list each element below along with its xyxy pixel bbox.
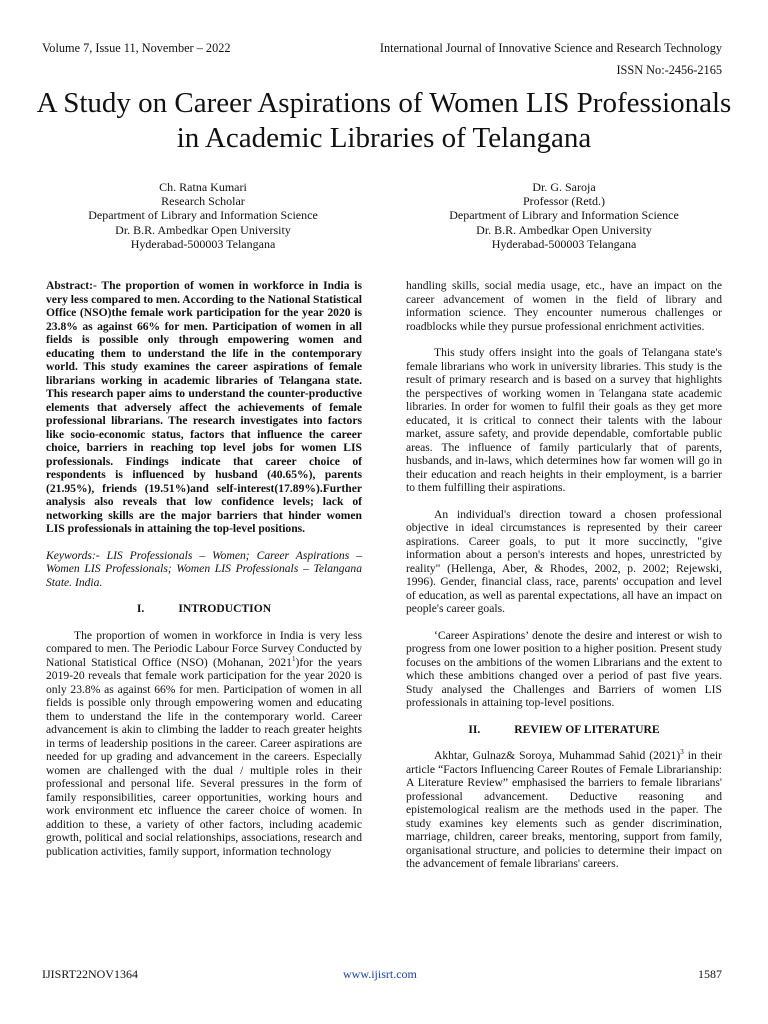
review-text: in their article “Factors Influencing Career Routes of Female Librarianship: A Literature Review” emphasised the barriers to female librarians' professional advancement. Deductive reasoning and epistemological realism are the methods used in the paper. The study examines key elements such as gender discrimination, marriage, children, career breaks, mentoring, support from family, organisational structure, and policies to determine their impact on the advancement of female librarians' careers. bbox=[406, 749, 723, 870]
author-role: Professor (Retd.) bbox=[523, 194, 605, 209]
citation-marker: 1 bbox=[291, 654, 296, 663]
paper-title: A Study on Career Aspirations of Women LIS Professionals in Academic Libraries of Telangana bbox=[36, 87, 732, 154]
body-paragraph: An individual's direction toward a chosen professional objective in ideal circumstances is represented by their career aspirations. Career goals, to put it more succinctly, "give information about a person's interests and hopes, unrestricted by reality" (Hellenga, Aber, & Rhodes, 2002, p. 2002; Rejewski, 1996). Gender, financial class, race, parents' occupation and level of education, as well as parental expectations, all have an impact on people's career goals. bbox=[406, 507, 722, 615]
right-column bbox=[406, 279, 722, 871]
author-dept: Department of Library and Information Science bbox=[449, 208, 679, 223]
section-number: II. bbox=[468, 722, 481, 736]
journal-name: International Journal of Innovative Science and Research Technology bbox=[379, 41, 722, 55]
section-heading-introduction bbox=[46, 602, 362, 616]
author-univ: Dr. B.R. Ambedkar Open University bbox=[115, 222, 291, 237]
author-name: Ch. Ratna Kumari bbox=[159, 180, 247, 194]
citation-marker: 3 bbox=[680, 748, 684, 757]
review-text: Akhtar, Gulnaz& Soroya, Muhammad Sahid (2021) bbox=[434, 749, 681, 762]
body-paragraph: This study offers insight into the goals of Telangana state's female librarians who work in university libraries. This study is the result of primary research and is based on a survey that highlights the perspectives of working women in Telangana state academic libraries. In order for women to fulfil their goals as they get more educated, it is critical to connect their talents with the labour market, assure safety, and provide dependable, comfortable public areas. The influence of family particularly that of parents, husbands, and in-laws, which determines how far women will go in their education and reach heights in their employment, is a barrier to them fulfilling their aspirations. bbox=[406, 346, 722, 494]
author-univ: Dr. B.R. Ambedkar Open University bbox=[476, 222, 652, 237]
section-number: I. bbox=[136, 602, 145, 615]
author-name: Dr. G. Saroja bbox=[532, 180, 596, 194]
left-column bbox=[46, 279, 362, 858]
intro-text: The proportion of women in workforce in India is very less compared to men. The Periodic Labour Force Survey Conducted by National Statistical Office (NSO) (Mohanan, 2021 bbox=[46, 628, 362, 669]
author-dept: Department of Library and Information Science bbox=[88, 208, 318, 223]
issn: ISSN No:-2456-2165 bbox=[616, 63, 722, 77]
author-block-1 bbox=[38, 180, 368, 251]
paper-id: IJISRT22NOV1364 bbox=[42, 967, 138, 981]
volume-info: Volume 7, Issue 11, November – 2022 bbox=[42, 41, 231, 55]
journal-link[interactable]: www.ijisrt.com bbox=[343, 967, 417, 981]
author-addr: Hyderabad-500003 Telangana bbox=[491, 236, 637, 251]
author-addr: Hyderabad-500003 Telangana bbox=[130, 236, 276, 251]
section-heading-review bbox=[406, 723, 722, 737]
author-block-2 bbox=[399, 180, 729, 251]
intro-paragraph bbox=[46, 629, 362, 859]
abstract: Abstract:- The proportion of women in workforce in India is very less compared to men. According to the National Statistical Office (NSO)the female work participation for the year 2020 is 23.8% as against 66% for men. Participation of women in all fields is possible only through empowering women and educating them to understand the life in the contemporary world. This study examines the career aspirations of female librarians working in academic libraries of Telangana state. This research paper aims to understand the counter-productive elements that adversely affect the achievements of female professional librarians. The research investigates into factors like socio-economic status, factors that influence the career choice, barriers in reaching top level jobs for women LIS professionals. Findings indicate that career choice of respondents is influenced by husband (40.65%), parents (21.95%), friends (19.51%)and self-interest(17.89%).Further analysis also reveals that low confidence levels; lack of networking skills are the major barriers that hinder women LIS professionals in attaining the top-level positions. bbox=[46, 279, 362, 535]
section-title: REVIEW OF LITERATURE bbox=[514, 722, 660, 736]
page-number: 1587 bbox=[698, 967, 722, 981]
review-paragraph bbox=[406, 749, 722, 871]
keywords: Keywords:- LIS Professionals – Women; Career Aspirations – Women LIS Professionals; Women LIS Professionals – Telangana State. India. bbox=[46, 548, 362, 589]
intro-text: )for the years 2019-20 reveals that female work participation for the year 2020 is only 23.8% as against 66% for men. Participation of women in all fields is possible only through empowering women and educating them to understand the life in the contemporary world. Career advancement is akin to climbing the ladder to reach greater heights in terms of leadership positions in the career. Career aspirations are needed for up grading and advancement in the careers. Especially women are challenged with the dual / multiple roles in their professional and personal life. Several pressures in the form of family responsibilities, career opportunities, working hours and work environment etc influence the career choice of women. In addition to these, a variety of other factors, including academic growth, political and social relationships, associations, research and publication activities, family support, information technology bbox=[46, 655, 362, 858]
body-paragraph: ‘Career Aspirations’ denote the desire and interest or wish to progress from one lower position to a higher position. Present study focuses on the ambitions of the women Librarians and the extent to which these ambitions changed over a period of past five years. Study analysed the Challenges and Barriers of women LIS professionals in attaining top-level positions. bbox=[406, 628, 722, 709]
body-paragraph: handling skills, social media usage, etc., have an impact on the career advancement of women in the field of library and information science. They encounter numerous challenges or roadblocks while they pursue professional enrichment activities. bbox=[406, 279, 722, 333]
author-role: Research Scholar bbox=[161, 194, 245, 209]
section-title: INTRODUCTION bbox=[178, 602, 272, 615]
